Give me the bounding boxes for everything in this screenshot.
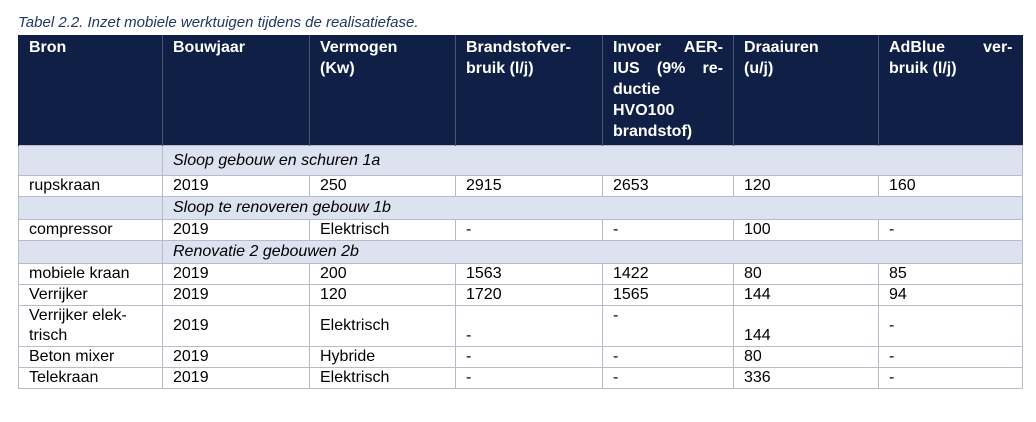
cell-invoer: 1565	[603, 285, 734, 306]
cell-adblue: 94	[879, 285, 1023, 306]
section-title: Sloop te renoveren gebouw 1b	[163, 197, 1023, 220]
section-title: Renovatie 2 gebouwen 2b	[163, 241, 1023, 264]
section-row	[19, 146, 1023, 176]
header-line: bruik (l/j)	[889, 60, 957, 77]
cell-invoer: -	[603, 220, 734, 241]
cell-bouwjaar: 2019	[163, 220, 310, 241]
cell-bouwjaar: 2019	[163, 347, 310, 368]
header-draaiuren	[734, 35, 879, 146]
cell-adblue: 85	[879, 264, 1023, 285]
cell-brandstof: -	[456, 306, 603, 347]
header-line: Brandstofver-	[466, 39, 571, 56]
cell-adblue: -	[879, 347, 1023, 368]
cell-draaiuren: 80	[734, 264, 879, 285]
table-row	[19, 264, 1023, 285]
cell-bron-line: trisch	[29, 327, 68, 344]
cell-vermogen: Hybride	[310, 347, 456, 368]
cell-draaiuren: 144	[734, 306, 879, 347]
cell-draaiuren: 80	[734, 347, 879, 368]
table-row	[19, 368, 1023, 389]
cell-bron: rupskraan	[19, 176, 163, 197]
header-line: Invoer AER-	[613, 39, 723, 56]
header-vermogen	[310, 35, 456, 146]
cell-vermogen: 200	[310, 264, 456, 285]
header-bouwjaar	[163, 35, 310, 146]
cell-brandstof: -	[456, 347, 603, 368]
cell-draaiuren: 144	[734, 285, 879, 306]
cell-draaiuren: 336	[734, 368, 879, 389]
section-row	[19, 197, 1023, 220]
cell-bron: Verrijker	[19, 285, 163, 306]
header-line: AdBlue ver-	[889, 39, 1013, 56]
cell-adblue: -	[879, 220, 1023, 241]
table-row	[19, 285, 1023, 306]
cell-brandstof: 2915	[456, 176, 603, 197]
cell-adblue: -	[879, 368, 1023, 389]
cell-vermogen: 120	[310, 285, 456, 306]
header-invoer-aerius	[603, 35, 734, 146]
cell-bouwjaar: 2019	[163, 306, 310, 347]
header-line: ductie	[613, 81, 661, 98]
cell-bouwjaar: 2019	[163, 368, 310, 389]
header-line: bruik (l/j)	[466, 60, 534, 77]
header-line: Draaiuren	[744, 39, 819, 56]
table-row	[19, 220, 1023, 241]
header-brandstofverbruik	[456, 35, 603, 146]
cell-invoer: -	[603, 347, 734, 368]
header-row	[19, 35, 1023, 146]
section-spacer-cell	[19, 241, 163, 264]
table-header	[19, 35, 1023, 146]
header-adblue	[879, 35, 1023, 146]
header-bron	[19, 35, 163, 146]
header-line: HVO100	[613, 102, 675, 119]
cell-draaiuren: 100	[734, 220, 879, 241]
header-line: Vermogen	[320, 39, 398, 56]
cell-adblue: -	[879, 306, 1023, 347]
header-line: IUS (9% re-	[613, 60, 723, 77]
cell-draaiuren: 120	[734, 176, 879, 197]
cell-brandstof: -	[456, 368, 603, 389]
cell-vermogen: Elektrisch	[310, 220, 456, 241]
cell-brandstof: 1563	[456, 264, 603, 285]
cell-brandstof: 1720	[456, 285, 603, 306]
cell-bouwjaar: 2019	[163, 176, 310, 197]
cell-bouwjaar: 2019	[163, 264, 310, 285]
equipment-table	[18, 35, 1023, 389]
section-title: Sloop gebouw en schuren 1a	[163, 146, 1023, 176]
cell-invoer: -	[603, 368, 734, 389]
header-line: brandstof)	[613, 123, 693, 140]
cell-invoer: 2653	[603, 176, 734, 197]
section-spacer-cell	[19, 146, 163, 176]
cell-bron: Telekraan	[19, 368, 163, 389]
table-row	[19, 347, 1023, 368]
header-line: (Kw)	[320, 60, 355, 77]
cell-bron: Beton mixer	[19, 347, 163, 368]
section-row	[19, 241, 1023, 264]
section-spacer-cell	[19, 197, 163, 220]
cell-invoer: -	[603, 306, 734, 347]
header-line: Bouwjaar	[173, 39, 246, 56]
cell-vermogen: 250	[310, 176, 456, 197]
header-line: Bron	[29, 39, 67, 56]
cell-bron: compressor	[19, 220, 163, 241]
cell-vermogen: Elektrisch	[310, 368, 456, 389]
cell-adblue: 160	[879, 176, 1023, 197]
table-body	[19, 146, 1023, 389]
table-caption: Tabel 2.2. Inzet mobiele werktuigen tijdens de realisatiefase.	[18, 14, 419, 31]
cell-bron	[19, 306, 163, 347]
cell-bouwjaar: 2019	[163, 285, 310, 306]
cell-vermogen: Elektrisch	[310, 306, 456, 347]
header-line: (u/j)	[744, 60, 774, 77]
cell-brandstof: -	[456, 220, 603, 241]
cell-bron: mobiele kraan	[19, 264, 163, 285]
cell-invoer: 1422	[603, 264, 734, 285]
table-row	[19, 306, 1023, 347]
table-row	[19, 176, 1023, 197]
cell-bron-line: Verrijker elek-	[29, 307, 127, 324]
